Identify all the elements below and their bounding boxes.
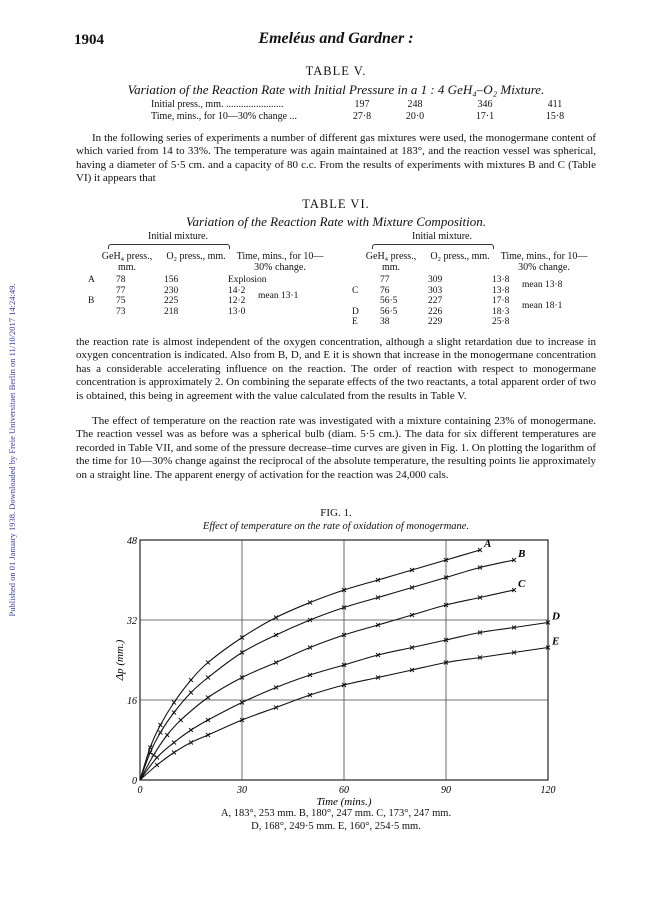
data-point [158,723,162,727]
figure-title: Effect of temperature on the rate of oxidation of monogermane. [202,521,470,532]
cell-geh4: 78 [116,275,126,285]
table5-cell: 346 [477,99,493,110]
x-tick-label: 0 [137,785,143,796]
data-point [206,718,210,722]
data-point [172,701,176,705]
table5-cell: 27·8 [352,111,372,122]
table6-right-group-header: Initial mixture. [412,231,472,242]
data-point [206,696,210,700]
row-label: A [88,275,95,285]
data-point [206,676,210,680]
data-point [206,661,210,665]
x-axis-label: Time (mins.) [316,796,372,808]
sidenote-text: Published on 01 January 1938. Downloaded by Freie Universitaet Berlin on 11/10/2017 14:24:49. [7,283,17,617]
row-label: C [352,285,359,296]
series-label-b: B [518,548,526,560]
table6-right-col-time: Time, mins., for 10—30% change. [500,251,588,273]
table6-left-col-geh4: GeH₄ press., mm. [101,251,153,273]
figure-caption: FIG. 1. [320,507,352,519]
table5-cell: 17·1 [475,111,495,122]
table5-row1-label: Initial press., mm. ....................... [151,99,284,110]
table6-left-group-header: Initial mixture. [148,231,208,242]
data-point [158,731,162,735]
cell-o2: 218 [164,306,179,317]
data-point [274,616,278,620]
y-tick-label: 32 [127,616,137,627]
figure-legend-line-1: A, 183°, 253 mm. B, 180°, 247 mm. C, 173°, 247 mm. [220,808,452,819]
cell-geh4: 76 [380,285,390,296]
data-point [152,753,156,757]
page-number: 1904 [74,32,104,48]
table6-right-col-geh4: GeH₄ press., mm. [365,251,417,273]
cell-o2: 226 [428,306,443,317]
data-point [206,733,210,737]
chart-grid [140,540,548,780]
data-point [155,756,159,760]
x-tick-label: 90 [441,785,451,796]
cell-time: 14·2 [228,285,246,296]
x-tick-label: 60 [339,785,349,796]
paragraph-1-text: In the following series of experiments a number of different gas mixtures were used, the monogermane content of which varied from 14 to 33%. The temperature was again maintained at 183°, and the reaction vessel was spherical, having a diameter of 5·5 cm. and a capacity of 80 c.c. From the results of experiments with mixtures B and C (Table VI) it appears that [76,132,596,185]
cell-geh4: 75 [116,296,126,306]
cell-time: 25·8 [492,317,510,327]
table5-cell: 411 [547,99,563,110]
data-point [274,633,278,637]
cell-o2: 227 [428,296,443,306]
cell-geh4: 77 [116,285,126,296]
row-label: B [88,296,95,306]
cell-geh4: 77 [380,275,390,285]
cell-time: 13·8 [492,275,510,285]
table5-cell: 20·0 [405,111,425,122]
table5-cell: 15·8 [545,111,565,122]
paragraph-2-text: the reaction rate is almost independent of the oxygen concentration, although a slight retardation due to increase in oxygen concentration is indicated. Also from B, D, and E it is shown that increase in the monogermane concentration has a considerable accelerating influence on the reaction. The order of reaction with respect to monogermane concentration is approximately 2. On combining the separate effects of the two reactants, a total apparent order of two is obtained, this being in agreement with the value calculated from the results in Table V. [76,336,596,402]
cell-time: 13·0 [228,306,246,317]
series-line-a [140,550,480,780]
cell-geh4: 56·5 [380,306,398,317]
table5-row2-label: Time, mins., for 10—30% change ... [151,111,298,122]
table6-left-col-o2: O₂ press., mm. [166,251,226,262]
data-point [189,741,193,745]
cell-o2: 303 [428,285,443,296]
y-tick-label: 16 [127,696,137,707]
chart-series [140,548,550,780]
row-label: E [352,317,358,327]
series-label-c: C [518,578,526,590]
cell-time: Explosion [228,275,267,285]
series-line-c [140,590,514,780]
data-point [189,691,193,695]
paragraph-3-text: The effect of temperature on the reaction rate was investigated with a mixture containing 23% of monogermane. The reaction vessel was as before was a spherical bulb (diam. 5·5 cm.). The data for six different temperatures are recorded in Table VII, and some of the pressure decrease–time curves are given in Fig. 1. On plotting the logarithm of the time for 10—30% change against the reciprocal of the absolute temperature, the resulting points lie approximately on a straight line. The apparent energy of activation for the reaction was 24,000 cals. [76,415,596,481]
data-point [172,751,176,755]
cell-time: 18·3 [492,306,510,317]
cell-o2: 156 [164,275,179,285]
y-tick-label: 48 [127,536,137,547]
cell-o2: 225 [164,296,179,306]
cell-geh4: 38 [380,317,390,327]
chart-labels [114,536,560,808]
data-point [189,678,193,682]
table5-cell: 197 [354,99,370,110]
series-label-e: E [552,635,560,648]
cell-time: 13·8 [492,285,510,296]
data-point [189,728,193,732]
data-point [172,741,176,745]
cell-o2: 230 [164,285,179,296]
table5-cell: 248 [407,99,423,110]
data-point [274,661,278,665]
table6-title: Variation of the Reaction Rate with Mixture Composition. [186,214,486,229]
cell-geh4: 73 [116,306,126,317]
cell-geh4: 56·5 [380,296,398,306]
running-title: Emeléus and Gardner : [258,30,414,47]
data-point [172,711,176,715]
table6-right-col-o2: O₂ press., mm. [430,251,490,262]
cell-time: 17·8 [492,296,510,306]
figure-legend-line-2: D, 168°, 249·5 mm. E, 160°, 254·5 mm. [251,820,421,832]
table6-right-mean-d: mean 18·1 [522,301,563,311]
data-point [165,733,169,737]
series-label-a: A [484,538,492,550]
table6-left-col-time: Time, mins., for 10—30% change. [236,251,324,273]
data-point [179,718,183,722]
cell-o2: 309 [428,275,443,285]
y-axis-label: Δp (mm.) [114,639,126,681]
y-tick-label: 0 [132,776,137,787]
x-tick-label: 30 [237,785,247,796]
table5-title: Variation of the Reaction Rate with Initial Pressure in a 1 : 4 GeH₄–O₂ Mixture. [127,82,545,97]
series-label-d: D [552,610,560,623]
data-point [155,763,159,767]
row-label: D [352,306,359,317]
table5-caption: TABLE V. [305,64,367,78]
table6-right-mean-c: mean 13·8 [522,280,563,290]
table6-caption: TABLE VI. [302,197,370,211]
figure-legend [0,808,672,833]
cell-o2: 229 [428,317,443,327]
table6-left-mean: mean 13·1 [258,291,299,301]
cell-time: 12·2 [228,296,246,306]
x-tick-label: 120 [540,785,556,796]
